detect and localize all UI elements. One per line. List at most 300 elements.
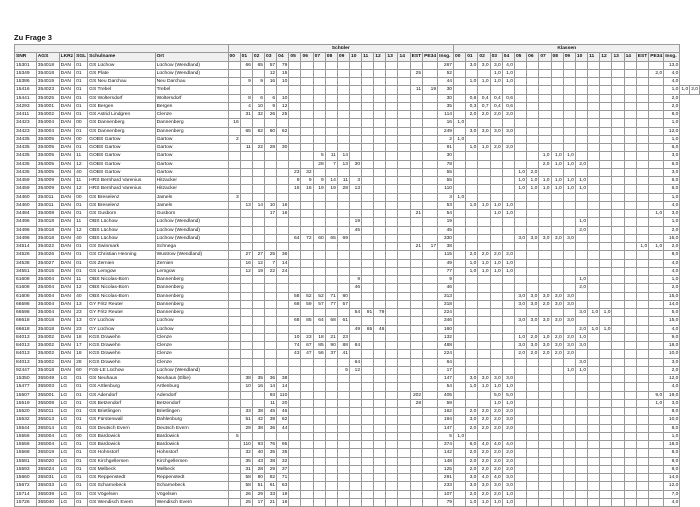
table-cell: 2,0 — [490, 457, 502, 465]
table-cell — [649, 383, 664, 391]
table-cell — [423, 292, 438, 300]
table-cell — [289, 432, 301, 440]
table-cell: 3 — [228, 193, 240, 201]
table-cell — [478, 243, 490, 251]
table-cell — [636, 226, 649, 234]
table-cell — [563, 325, 575, 333]
table-cell: 2,0 — [575, 226, 587, 234]
table-cell: 58 — [240, 482, 252, 490]
table-cell: 1,0 — [514, 177, 526, 185]
table-cell — [649, 218, 664, 226]
table-cell: 01 — [75, 111, 88, 119]
table-cell — [301, 259, 313, 267]
table-cell: 374 — [438, 441, 454, 449]
table-cell: 2 — [228, 135, 240, 143]
table-cell — [551, 193, 563, 201]
table-cell — [277, 317, 289, 325]
table-cell — [374, 69, 386, 77]
table-row — [15, 185, 700, 193]
table-cell — [612, 342, 624, 350]
table-cell: 01 — [75, 465, 88, 473]
table-cell — [398, 218, 410, 226]
table-cell — [600, 152, 612, 160]
table-cell — [228, 243, 240, 251]
table-cell — [612, 474, 624, 482]
table-cell — [362, 111, 374, 119]
table-cell — [551, 457, 563, 465]
table-cell — [313, 226, 325, 234]
table-cell — [624, 391, 636, 399]
table-cell — [575, 391, 587, 399]
table-cell — [478, 193, 490, 201]
table-cell: 14 — [265, 383, 277, 391]
table-row — [15, 350, 700, 358]
table-cell — [410, 251, 423, 259]
table-cell — [325, 119, 337, 127]
table-cell — [423, 226, 438, 234]
table-cell: 2,0 — [478, 416, 490, 424]
table-row — [15, 267, 700, 275]
table-cell — [490, 317, 502, 325]
table-cell — [410, 416, 423, 424]
table-cell — [600, 300, 612, 308]
table-cell: 5 — [228, 432, 240, 440]
table-cell — [636, 366, 649, 374]
table-cell — [600, 267, 612, 275]
table-cell — [575, 144, 587, 152]
table-cell: 291 — [438, 474, 454, 482]
table-cell — [337, 457, 349, 465]
table-cell — [423, 185, 438, 193]
table-cell — [374, 243, 386, 251]
table-cell: 13 — [75, 300, 88, 308]
table-cell — [588, 201, 600, 209]
table-cell: 3,0 — [466, 474, 478, 482]
table-cell — [362, 358, 374, 366]
table-cell — [349, 383, 361, 391]
table-cell — [624, 342, 636, 350]
table-cell: 6 — [265, 94, 277, 102]
table-cell — [337, 408, 349, 416]
table-row — [15, 490, 700, 498]
table-cell: GS Brietlingen — [88, 408, 155, 416]
table-cell — [478, 366, 490, 374]
table-cell — [325, 449, 337, 457]
table-cell — [575, 210, 587, 218]
table-cell — [301, 408, 313, 416]
table-cell — [575, 399, 587, 407]
table-cell: DAN — [59, 325, 75, 333]
table-cell: LG — [59, 457, 75, 465]
table-cell — [325, 309, 337, 317]
table-cell: 2,0 — [466, 457, 478, 465]
table-cell: 114 — [438, 111, 454, 119]
table-cell — [349, 300, 361, 308]
table-cell — [362, 243, 374, 251]
table-cell — [410, 226, 423, 234]
table-cell — [410, 457, 423, 465]
table-cell — [649, 276, 664, 284]
table-cell — [325, 251, 337, 259]
table-cell: 34496 — [15, 218, 37, 226]
table-cell — [277, 135, 289, 143]
table-cell: 11 — [325, 152, 337, 160]
table-cell — [649, 432, 664, 440]
table-cell: 15660 — [15, 474, 37, 482]
table-cell: 2,0 — [490, 111, 502, 119]
table-cell — [612, 185, 624, 193]
table-cell: 2 — [438, 135, 454, 143]
table-cell — [228, 325, 240, 333]
table-cell: 23 — [289, 168, 301, 176]
table-cell: 34459 — [15, 177, 37, 185]
table-cell: 34496 — [15, 226, 37, 234]
table-cell: 15544 — [15, 424, 37, 432]
table-cell — [240, 86, 252, 94]
table-cell: GS Dannenberg — [88, 127, 155, 135]
table-cell — [466, 366, 478, 374]
table-cell: DAN — [59, 350, 75, 358]
table-cell — [386, 276, 398, 284]
table-cell: Dannenberg — [155, 292, 228, 300]
table-cell — [527, 102, 539, 110]
table-cell — [289, 86, 301, 94]
table-cell — [277, 292, 289, 300]
table-cell — [502, 325, 514, 333]
table-cell — [325, 127, 337, 135]
table-cell — [527, 465, 539, 473]
table-cell — [398, 333, 410, 341]
table-cell — [478, 333, 490, 341]
table-cell — [527, 86, 539, 94]
table-cell — [466, 160, 478, 168]
table-cell — [649, 366, 664, 374]
table-row — [15, 177, 700, 185]
table-cell — [337, 259, 349, 267]
table-cell — [265, 325, 277, 333]
table-cell — [612, 127, 624, 135]
table-cell: 2,0 — [527, 350, 539, 358]
table-cell — [527, 61, 539, 69]
table-cell: 1,0 — [502, 210, 514, 218]
table-cell: DAN — [59, 309, 75, 317]
table-cell — [313, 127, 325, 135]
page-title: Zu Frage 3 — [14, 33, 52, 42]
table-cell — [313, 210, 325, 218]
table-cell — [514, 449, 526, 457]
table-cell: GS Dannenberg — [88, 119, 155, 127]
table-cell: 15441 — [15, 94, 37, 102]
table-cell — [362, 218, 374, 226]
table-cell — [454, 127, 466, 135]
table-cell — [600, 408, 612, 416]
table-cell — [588, 177, 600, 185]
table-cell — [386, 284, 398, 292]
table-cell — [423, 168, 438, 176]
table-cell — [527, 474, 539, 482]
table-cell: 355011 — [36, 408, 59, 416]
table-cell — [612, 218, 624, 226]
table-cell — [624, 432, 636, 440]
table-cell — [527, 432, 539, 440]
table-cell — [423, 210, 438, 218]
table-cell — [386, 383, 398, 391]
table-cell — [374, 399, 386, 407]
table-cell — [228, 234, 240, 242]
table-cell: 16 — [301, 185, 313, 193]
table-cell — [398, 152, 410, 160]
table-cell — [612, 498, 624, 506]
table-cell: 00 — [75, 135, 88, 143]
table-cell — [636, 432, 649, 440]
table-cell — [289, 490, 301, 498]
table-cell — [289, 69, 301, 77]
table-cell: KGS Drawehn — [88, 342, 155, 350]
table-cell — [612, 465, 624, 473]
table-cell: 57 — [265, 61, 277, 69]
table-cell — [349, 259, 361, 267]
table-cell: 1,0 — [563, 152, 575, 160]
table-cell: 66598 — [15, 309, 37, 317]
table-cell: 2,0 — [502, 144, 514, 152]
table-cell — [649, 441, 664, 449]
table-cell — [289, 358, 301, 366]
table-cell: 1,0 — [466, 383, 478, 391]
table-row — [15, 69, 700, 77]
table-cell: 15386 — [15, 78, 37, 86]
table-cell: 15568 — [15, 449, 37, 457]
table-cell — [575, 408, 587, 416]
table-cell: 84013 — [15, 342, 37, 350]
table-cell: 2,0 — [490, 251, 502, 259]
table-cell: 85 — [313, 342, 325, 350]
table-cell — [325, 358, 337, 366]
table-cell: Lüchow — [155, 317, 228, 325]
table-cell — [612, 201, 624, 209]
table-cell — [265, 333, 277, 341]
table-cell — [301, 441, 313, 449]
table-cell: 354019 — [36, 78, 59, 86]
table-cell — [228, 259, 240, 267]
table-cell: DAN — [59, 119, 75, 127]
table-cell: 66618 — [15, 325, 37, 333]
table-cell — [514, 284, 526, 292]
table-cell: Melbeck — [155, 465, 228, 473]
table-cell: 18 — [75, 333, 88, 341]
table-row — [15, 457, 700, 465]
table-cell: Bergen — [155, 102, 228, 110]
table-cell: 84 — [349, 342, 361, 350]
table-cell: 3,0 — [514, 234, 526, 242]
table-cell: 354018 — [36, 218, 59, 226]
table-cell — [252, 317, 264, 325]
table-cell: 1,0 — [490, 210, 502, 218]
table-cell — [490, 432, 502, 440]
table-cell: Gartow — [155, 144, 228, 152]
table-cell — [301, 474, 313, 482]
table-cell — [410, 408, 423, 416]
table-cell — [410, 375, 423, 383]
group-header: Schüler — [228, 45, 453, 53]
table-cell: 01 — [75, 127, 88, 135]
table-cell — [301, 416, 313, 424]
table-cell: 25 — [410, 69, 423, 77]
table-cell: 15593 — [15, 465, 37, 473]
table-cell — [502, 119, 514, 127]
table-cell — [349, 474, 361, 482]
table-cell — [240, 177, 252, 185]
table-cell — [624, 441, 636, 449]
table-cell — [502, 135, 514, 143]
table-cell — [527, 218, 539, 226]
table-cell — [313, 490, 325, 498]
table-cell — [527, 127, 539, 135]
table-cell: 0,6 — [502, 102, 514, 110]
table-cell — [398, 193, 410, 201]
table-cell — [478, 218, 490, 226]
table-cell — [228, 317, 240, 325]
table-cell: 2,0 — [490, 465, 502, 473]
table-cell — [454, 358, 466, 366]
table-cell — [240, 432, 252, 440]
table-cell — [240, 210, 252, 218]
table-header — [15, 45, 700, 62]
table-cell — [349, 168, 361, 176]
table-cell: Hitzacker — [155, 185, 228, 193]
table-cell — [539, 193, 551, 201]
table-cell — [228, 61, 240, 69]
table-cell: 2,0 — [478, 457, 490, 465]
table-cell — [301, 160, 313, 168]
table-cell — [252, 160, 264, 168]
table-cell: Lüchow (Wendland) — [155, 226, 228, 234]
table-cell — [240, 342, 252, 350]
table-cell — [337, 383, 349, 391]
table-cell — [240, 226, 252, 234]
table-cell: DAN — [59, 234, 75, 242]
table-cell: Vögelsen — [155, 490, 228, 498]
table-cell: 355024 — [36, 465, 59, 473]
table-cell: LG — [59, 490, 75, 498]
column-header: EST — [411, 54, 422, 60]
table-cell — [337, 127, 349, 135]
table-cell — [386, 441, 398, 449]
table-cell: GS Melbeck — [88, 465, 155, 473]
table-cell — [398, 86, 410, 94]
table-cell — [228, 185, 240, 193]
table-cell: DAN — [59, 86, 75, 94]
table-cell — [588, 333, 600, 341]
table-cell — [527, 498, 539, 506]
table-cell: GY Fritz Reuter — [88, 300, 155, 308]
table-cell: 354018 — [36, 226, 59, 234]
table-cell — [600, 474, 612, 482]
table-cell — [563, 193, 575, 201]
table-cell — [514, 424, 526, 432]
table-cell — [575, 259, 587, 267]
table-cell: 21 — [265, 498, 277, 506]
column-header: 06 — [301, 53, 313, 61]
table-cell: 12 — [75, 284, 88, 292]
table-cell: 74 — [289, 342, 301, 350]
table-cell: 8 — [240, 94, 252, 102]
table-cell — [636, 317, 649, 325]
table-cell — [386, 391, 398, 399]
table-cell — [600, 226, 612, 234]
table-cell — [588, 152, 600, 160]
table-cell — [386, 61, 398, 69]
table-cell — [313, 325, 325, 333]
table-cell: GS Breselenz — [88, 201, 155, 209]
table-cell — [454, 366, 466, 374]
table-cell — [612, 144, 624, 152]
table-cell: 1,0 — [551, 177, 563, 185]
table-cell — [454, 94, 466, 102]
table-cell — [575, 482, 587, 490]
table-cell — [325, 69, 337, 77]
table-cell: DAN — [59, 160, 75, 168]
table-cell: 79 — [374, 309, 386, 317]
table-cell — [349, 449, 361, 457]
table-cell: 4,0 — [664, 201, 680, 209]
table-cell: 355014 — [36, 424, 59, 432]
table-cell — [466, 218, 478, 226]
table-cell — [337, 424, 349, 432]
table-cell — [301, 309, 313, 317]
table-cell: GS Astrid Lindgren — [88, 111, 155, 119]
table-cell: 1,0 — [490, 267, 502, 275]
table-cell: 224 — [438, 309, 454, 317]
table-cell: 30 — [438, 94, 454, 102]
table-cell — [551, 284, 563, 292]
table-cell: 16 — [252, 383, 264, 391]
table-cell: 3 — [438, 193, 454, 201]
table-cell: Schnega — [155, 243, 228, 251]
table-cell — [301, 251, 313, 259]
table-cell — [649, 259, 664, 267]
table-cell — [636, 350, 649, 358]
table-cell — [398, 375, 410, 383]
table-cell — [612, 449, 624, 457]
table-cell — [551, 86, 563, 94]
table-cell — [551, 474, 563, 482]
table-cell — [527, 152, 539, 160]
table-cell: 55 — [438, 177, 454, 185]
table-cell — [612, 168, 624, 176]
table-cell: 15 — [277, 69, 289, 77]
table-cell — [277, 333, 289, 341]
table-cell — [612, 284, 624, 292]
column-header: 04 — [502, 53, 514, 61]
table-cell — [301, 102, 313, 110]
table-cell — [514, 69, 526, 77]
table-cell — [490, 284, 502, 292]
table-cell: Betzendorf — [155, 399, 228, 407]
table-cell — [527, 399, 539, 407]
table-cell — [575, 375, 587, 383]
table-cell — [514, 127, 526, 135]
table-cell — [374, 317, 386, 325]
table-cell: 69 — [337, 234, 349, 242]
table-cell — [624, 300, 636, 308]
column-header: LKRz — [60, 54, 74, 60]
table-cell: 60 — [265, 127, 277, 135]
table-cell — [398, 424, 410, 432]
table-cell — [289, 218, 301, 226]
table-cell: 5,0 — [502, 391, 514, 399]
table-cell: 36 — [265, 424, 277, 432]
table-cell — [398, 498, 410, 506]
